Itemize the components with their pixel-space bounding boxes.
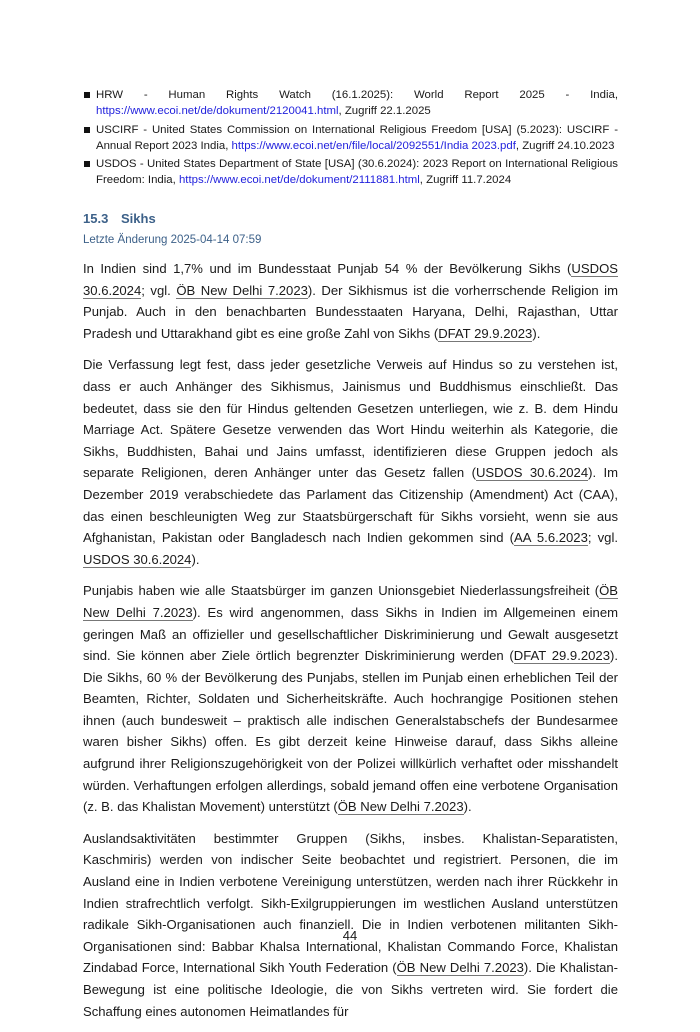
reference-item: USCIRF - United States Commission on International Religious Freedom [USA] (5.2023): USCIRF - Annual Report 2023 India, https://www.ecoi.net/en/file/local/2092551/India 2023.pdf, Zugriff 24.10.2023 — [83, 122, 618, 155]
reference-item: HRW - Human Rights Watch (16.1.2025): World Report 2025 - India, https://www.ecoi.net/de/dokument/2120041.html, Zugriff 22.1.2025 — [83, 87, 618, 120]
bullet-icon — [84, 127, 90, 133]
last-changed: Letzte Änderung 2025-04-14 07:59 — [83, 234, 262, 246]
paragraph-text: ). — [463, 799, 472, 815]
citation-link[interactable]: ÖB New Delhi 7.2023 — [396, 960, 524, 976]
paragraph-text: ). — [532, 325, 541, 341]
citation-link[interactable]: ÖB New Delhi 7.2023 — [83, 583, 618, 620]
reference-list — [83, 87, 618, 191]
paragraph-text: Auslandsaktivitäten bestimmter Gruppen (Sikhs, insbes. Khalistan-Separatisten, Kaschmiris) werden von indischer Seite beobachtet und registriert. Personen, die im Ausland eine in Indien verbotene Vereinigung unterstützen, werden nach ihrer Rückkehr in Indien strafrechtlich verfolgt. Sikh-Exilgruppierungen im westlichen Ausland unterstützen radikale Sikh-Organisationen auch finanziell. Die in Indien verbotenen militanten Sikh-Organisationen sind: Babbar Khalsa International, Khalistan Commando Force, Khalistan Zindabad Force, International Sikh Youth Federation ( — [83, 830, 618, 976]
paragraph-text: ). Im Dezember 2019 verabschiedete das Parlament das Citizenship (Amendment) Act (CAA), das einen beschleunigten Weg zur Staatsbürgerschaft für Sikhs vorsieht, wenn sie aus Afghanistan, Pakistan oder Bangladesch nach Indien gekommen sind ( — [83, 465, 619, 546]
citation-link[interactable]: DFAT 29.9.2023 — [438, 325, 533, 341]
section-body — [83, 258, 618, 1032]
paragraph-text: ; vgl. — [587, 530, 618, 546]
reference-link[interactable]: https://www.ecoi.net/de/dokument/2111881.html — [178, 174, 420, 187]
paragraph-text: ). Es wird angenommen, dass Sikhs in Indien im Allgemeinen einem geringen Maß an offizieller und gesellschaftlicher Diskriminierung und Gewalt ausgesetzt sind. Sie können aber Ziele örtlich begrenzter Diskriminierung werden ( — [83, 604, 619, 664]
paragraph — [83, 828, 618, 1022]
section-heading — [83, 211, 156, 226]
paragraph-text: Punjabis haben wie alle Staatsbürger im ganzen Unionsgebiet Niederlassungsfreiheit ( — [83, 583, 600, 599]
citation-link[interactable]: DFAT 29.9.2023 — [513, 648, 610, 664]
paragraph — [83, 580, 618, 818]
citation-link[interactable]: ÖB New Delhi 7.2023 — [176, 282, 308, 298]
paragraph-text: ). Der Sikhismus ist die vorherrschende Religion im Punjab. Auch in den benachbarten Bundesstaaten Haryana, Delhi, Rajasthan, Uttar Pradesh und Uttarakhand gibt es eine große Zahl von Sikhs ( — [83, 282, 618, 341]
page-number: 44 — [342, 928, 358, 943]
reference-item: USDOS - United States Department of State [USA] (30.6.2024): 2023 Report on International Religious Freedom: India, https://www.ecoi.net/de/dokument/2111881.html, Zugriff 11.7.2024 — [83, 156, 618, 189]
reference-link[interactable]: https://www.ecoi.net/de/dokument/2120041.html — [96, 105, 339, 118]
section-title: Sikhs — [121, 211, 156, 226]
paragraph — [83, 354, 618, 570]
reference-link[interactable]: https://www.ecoi.net/en/file/local/2092551/India 2023.pdf — [231, 139, 516, 152]
paragraph-text: ). Die Khalistan-Bewegung ist eine politische Ideologie, die von Sikhs vertreten wird. Sie fordert die Schaffung eines autonomen Heimatlandes für — [83, 960, 618, 1019]
paragraph-text: ). Die Sikhs, 60 % der Bevölkerung des Punjabs, stellen im Punjab einen erheblichen Teil der Beamten, Richter, Soldaten und Sicherheitskräfte. Auch hochrangige Positionen stehen ihnen (auch bundesweit – praktisch alle indischen Generalstabschefs der Bundesarmee waren bisher Sikhs) offen. Es gibt derzeit keine Hinweise darauf, dass Sikhs alleine aufgrund ihrer Religionszugehörigkeit von der Polizei willkürlich verhaftet oder misshandelt würden. Verhaftungen erfolgen allerdings, sobald jemand offen eine verbotene Organisation (z. B. das Khalistan Movement) unterstützt ( — [83, 648, 618, 815]
citation-link[interactable]: USDOS 30.6.2024 — [475, 465, 589, 481]
citation-link[interactable]: ÖB New Delhi 7.2023 — [337, 799, 464, 815]
citation-link[interactable]: USDOS 30.6.2024 — [83, 261, 618, 298]
paragraph-text: ). — [191, 551, 200, 567]
citation-link[interactable]: USDOS 30.6.2024 — [83, 551, 192, 567]
paragraph-text: ; vgl. — [141, 282, 177, 298]
section-number: 15.3 — [83, 211, 109, 226]
bullet-icon — [84, 161, 90, 167]
citation-link[interactable]: AA 5.6.2023 — [514, 530, 588, 546]
paragraph-text: In Indien sind 1,7% und im Bundesstaat Punjab 54 % der Bevölkerung Sikhs ( — [83, 261, 572, 276]
paragraph — [83, 258, 618, 344]
paragraph-text: Die Verfassung legt fest, dass jeder gesetzliche Verweis auf Hindus so zu verstehen ist, dass er auch Anhänger des Sikhismus, Jainismus und Buddhismus einschließt. Das bedeutet, dass sie den für Hindus geltenden Gesetzen unterliegen, wie z. B. dem Hindu Marriage Act. Spätere Gesetze verwenden das Wort Hindu weiterhin als Kategorie, die Sikhs, Buddhisten, Bahai und Jains umfasst, identifizieren diese Gruppen jedoch als separate Religionen, deren Anhänger unter das Gesetz fallen ( — [83, 357, 618, 481]
bullet-icon — [84, 92, 90, 98]
